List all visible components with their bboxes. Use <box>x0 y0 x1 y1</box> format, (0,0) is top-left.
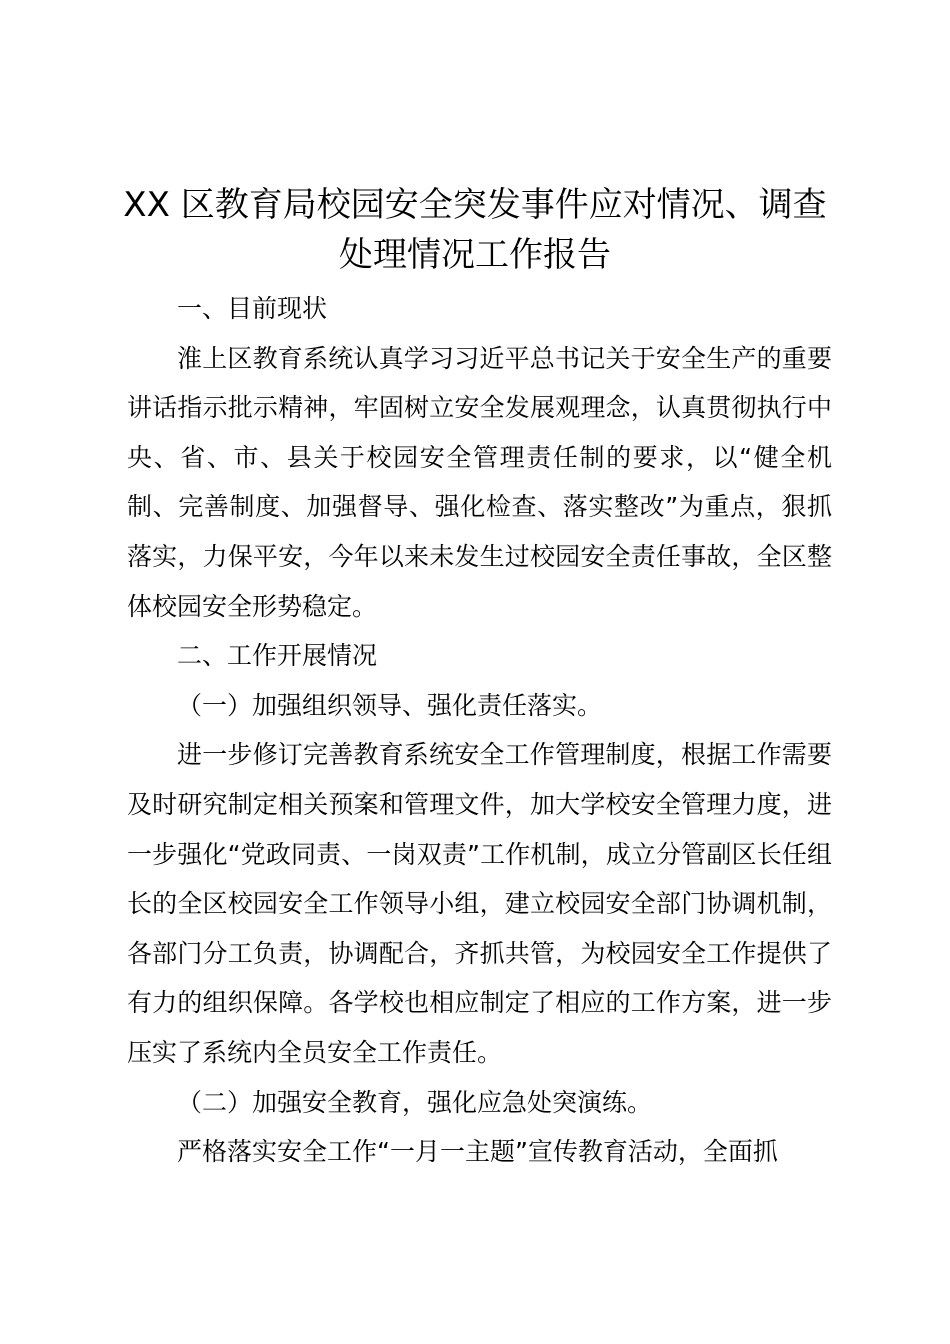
document-title: XX 区教育局校园安全突发事件应对情况、调查处理情况工作报告 <box>123 185 827 275</box>
paragraph-current-status: 淮上区教育系统认真学习习近平总书记关于安全生产的重要讲话指示批示精神，牢固树立安全发展观理念，认真贯彻执行中央、省、市、县关于校园安全管理责任制的要求，以“健全机制、完善制度、加强督导、强化检查、落实整改”为重点，狠抓落实，力保平安，今年以来未发生过校园安全责任事故，全区整体校园安全形势稳定。 <box>127 343 832 621</box>
section-heading-work-progress: 二、工作开展情况 <box>177 641 378 671</box>
paragraph-safety-education: 严格落实安全工作“一月一主题”宣传教育活动，全面抓 <box>177 1137 778 1167</box>
subheading-organization-leadership: （一）加强组织领导、强化责任落实。 <box>177 690 603 720</box>
paragraph-organization-leadership: 进一步修订完善教育系统安全工作管理制度，根据工作需要及时研究制定相关预案和管理文件，加大学校安全管理力度，进一步强化“党政同责、一岗双责”工作机制，成立分管副区长任组长的全区校园安全工作领导小组，建立校园安全部门协调机制，各部门分工负责，协调配合，齐抓共管，为校园安全工作提供了有力的组织保障。各学校也相应制定了相应的工作方案，进一步压实了系统内全员安全工作责任。 <box>127 740 832 1067</box>
subheading-safety-education: （二）加强安全教育，强化应急处突演练。 <box>177 1087 653 1117</box>
document-body <box>127 284 832 1177</box>
section-heading-current-status: 一、目前现状 <box>177 294 328 323</box>
